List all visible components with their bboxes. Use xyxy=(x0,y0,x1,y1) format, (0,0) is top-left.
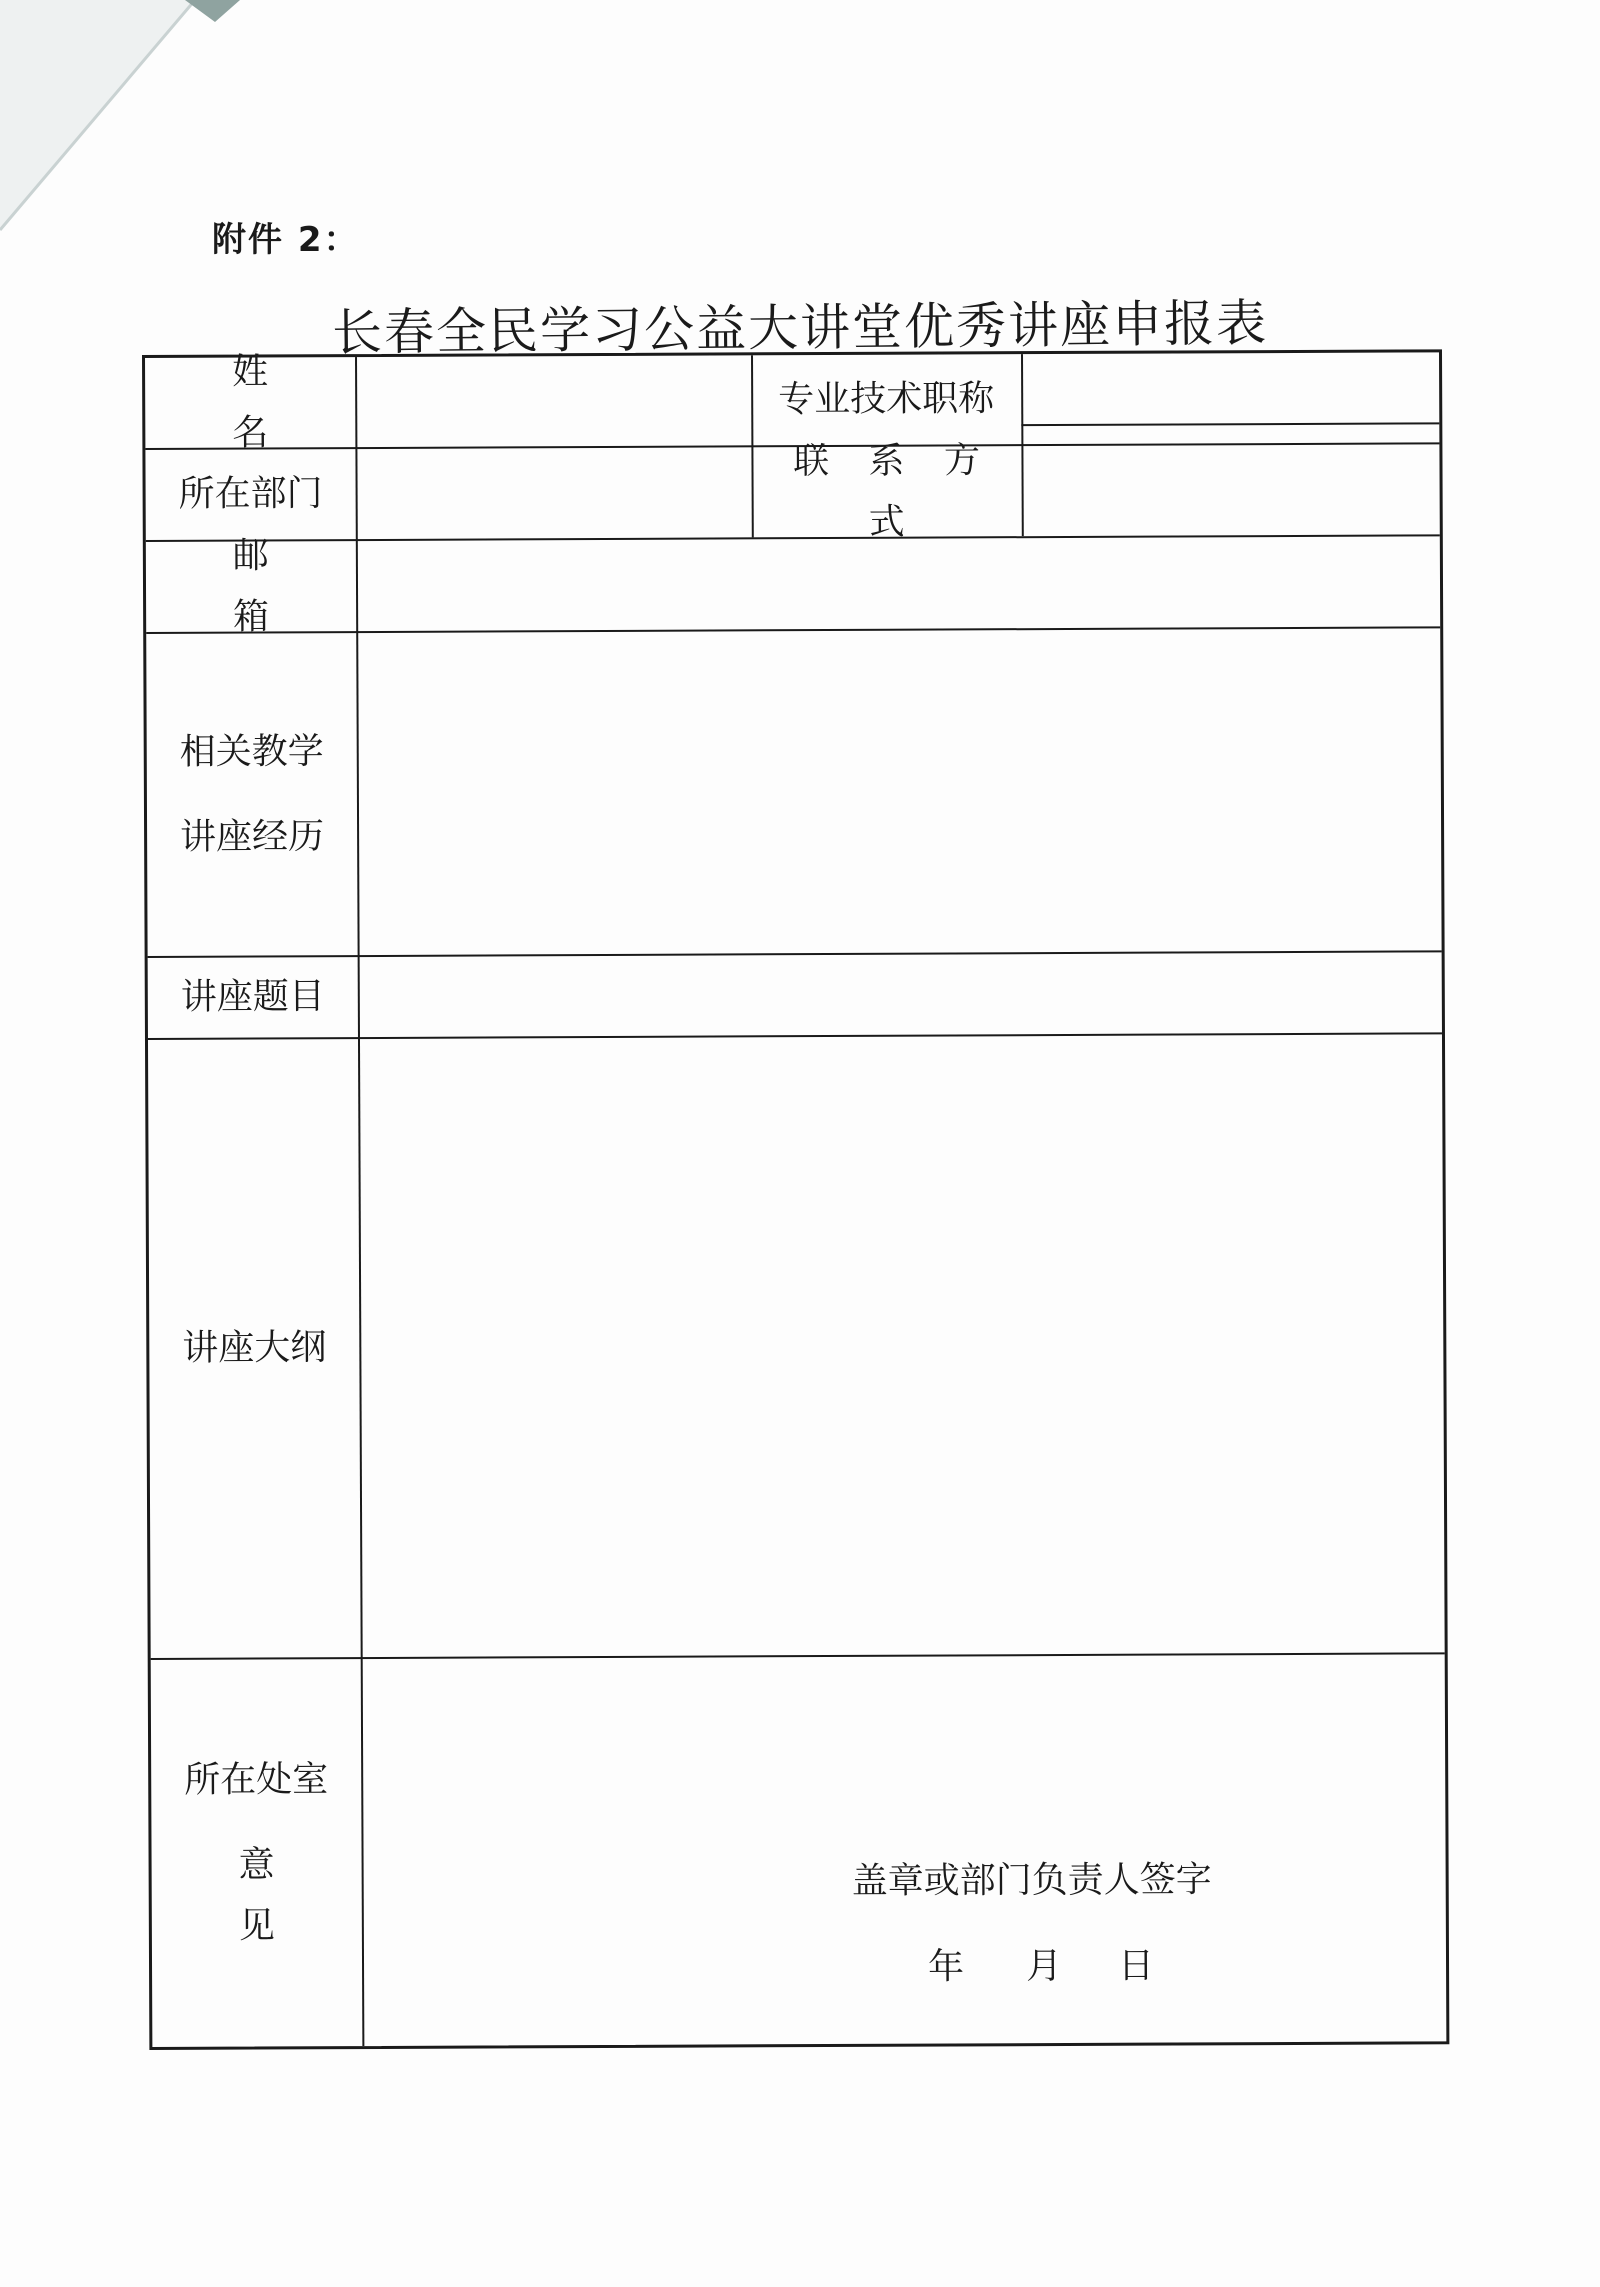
signature-instruction: 盖章或部门负责人签字 xyxy=(851,1859,1212,1902)
date-year: 年 xyxy=(927,1946,965,1988)
attachment-label: 附件 2： xyxy=(212,220,360,260)
name-field[interactable] xyxy=(357,355,751,447)
opinion-label-line2: 意 见 xyxy=(238,1844,311,1947)
paper-corner-fold xyxy=(0,0,240,260)
experience-label-line1: 相关教学 xyxy=(179,731,324,773)
name-label: 姓 名 xyxy=(231,351,305,454)
experience-field[interactable] xyxy=(358,628,1441,955)
outline-field[interactable] xyxy=(360,1034,1445,1657)
form-title: 长春全民学习公益大讲堂优秀讲座申报表 xyxy=(331,294,1269,362)
date-day: 日 xyxy=(1117,1945,1155,1987)
date-month: 月 xyxy=(1025,1946,1063,1988)
opinion-label-line1: 所在处室 xyxy=(184,1758,329,1801)
experience-label-line2: 讲座经历 xyxy=(179,816,325,858)
department-label: 所在部门 xyxy=(178,473,323,516)
email-label: 邮 箱 xyxy=(232,535,306,638)
contact-field[interactable] xyxy=(1023,424,1439,536)
professional-title-label: 专业技术职称 xyxy=(778,378,995,421)
topic-field[interactable] xyxy=(360,952,1442,1037)
application-form-table xyxy=(142,349,1449,2050)
opinion-field[interactable] xyxy=(363,1654,1447,2046)
professional-title-field[interactable] xyxy=(1023,352,1439,424)
topic-label: 讲座题目 xyxy=(180,976,325,1019)
email-field[interactable] xyxy=(358,536,1440,631)
experience-label xyxy=(146,633,357,956)
department-field[interactable] xyxy=(357,447,751,539)
opinion-label xyxy=(151,1659,363,2047)
outline-label: 讲座大纲 xyxy=(182,1327,327,1370)
contact-label: 联 系 方 式 xyxy=(792,440,994,543)
